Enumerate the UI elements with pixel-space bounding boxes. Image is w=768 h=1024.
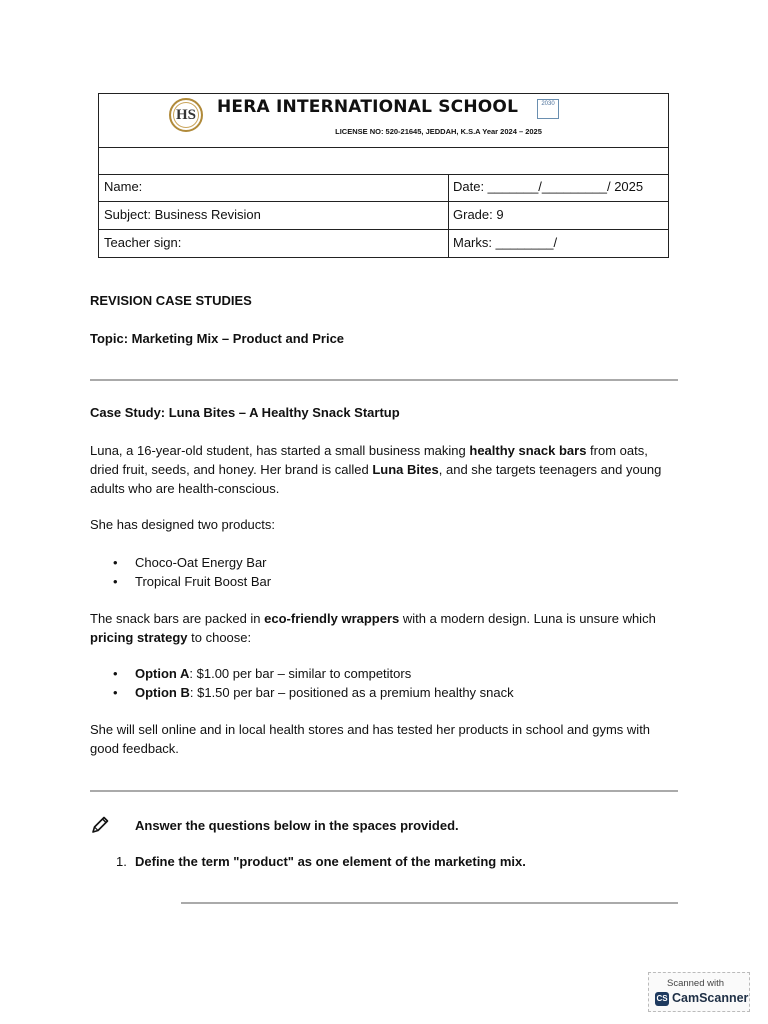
list-item: • Option B: $1.50 per bar – positioned as a premium healthy snack — [90, 683, 514, 702]
case-paragraph-1: Luna, a 16-year-old student, has started a small business making healthy snack bars from oats, dried fruit, seeds, and honey. Her brand is called Luna Bites, and she targets teenagers and young adults who are health-conscious. — [90, 443, 662, 496]
case-paragraph-3: The snack bars are packed in eco-friendly wrappers with a modern design. Luna is unsure which pricing strategy to choose: — [90, 611, 656, 645]
list-item: • Tropical Fruit Boost Bar — [90, 572, 271, 591]
vision-badge: 2030 — [537, 99, 559, 119]
marks-label: Marks: ________/ — [453, 235, 558, 250]
license-line: LICENSE NO: 520-21645, JEDDAH, K.S.A Year 2024 – 2025 — [335, 127, 542, 136]
header-banner — [99, 94, 668, 148]
instruction-text: Answer the questions below in the spaces provided. — [135, 818, 459, 833]
camscanner-watermark — [648, 972, 750, 1012]
date-label: Date: _______/_________/ 2025 — [453, 179, 644, 194]
grade-label: Grade: 9 — [453, 207, 504, 222]
product-list — [90, 553, 271, 591]
school-logo: HS — [169, 98, 203, 132]
revision-heading: REVISION CASE STUDIES — [90, 293, 252, 308]
list-item: • Option A: $1.00 per bar – similar to competitors — [90, 664, 514, 683]
answer-line-1 — [181, 902, 678, 904]
name-label: Name: — [104, 179, 143, 194]
blank-row — [99, 147, 668, 175]
subject-label: Subject: Business Revision — [104, 207, 261, 222]
list-item: • Choco-Oat Energy Bar — [90, 553, 271, 572]
row-teacher-marks — [99, 230, 668, 258]
scanned-with-text: Scanned with — [667, 978, 725, 989]
question-1-number: 1. — [116, 854, 127, 869]
case-study-title: Case Study: Luna Bites – A Healthy Snack Startup — [90, 405, 400, 420]
case-paragraph-4: She will sell online and in local health stores and has tested her products in school and gyms with good feedback. — [90, 722, 651, 756]
camscanner-brand: CamScanner — [672, 991, 749, 1005]
divider-top — [90, 379, 678, 381]
question-1-text: Define the term "product" as one element of the marketing mix. — [135, 854, 526, 869]
row-name-date — [99, 174, 668, 202]
teacher-sign-label: Teacher sign: — [104, 235, 182, 250]
row-subject-grade — [99, 202, 668, 230]
header-table — [98, 93, 669, 258]
divider-middle — [90, 790, 678, 792]
pencil-icon — [90, 815, 110, 835]
pricing-options-list — [90, 664, 514, 702]
camscanner-logo-icon: CS — [655, 992, 669, 1006]
school-name: HERA INTERNATIONAL SCHOOL — [217, 97, 519, 117]
topic-heading: Topic: Marketing Mix – Product and Price — [90, 331, 345, 346]
column-divider — [448, 174, 449, 258]
case-paragraph-2: She has designed two products: — [90, 517, 276, 532]
